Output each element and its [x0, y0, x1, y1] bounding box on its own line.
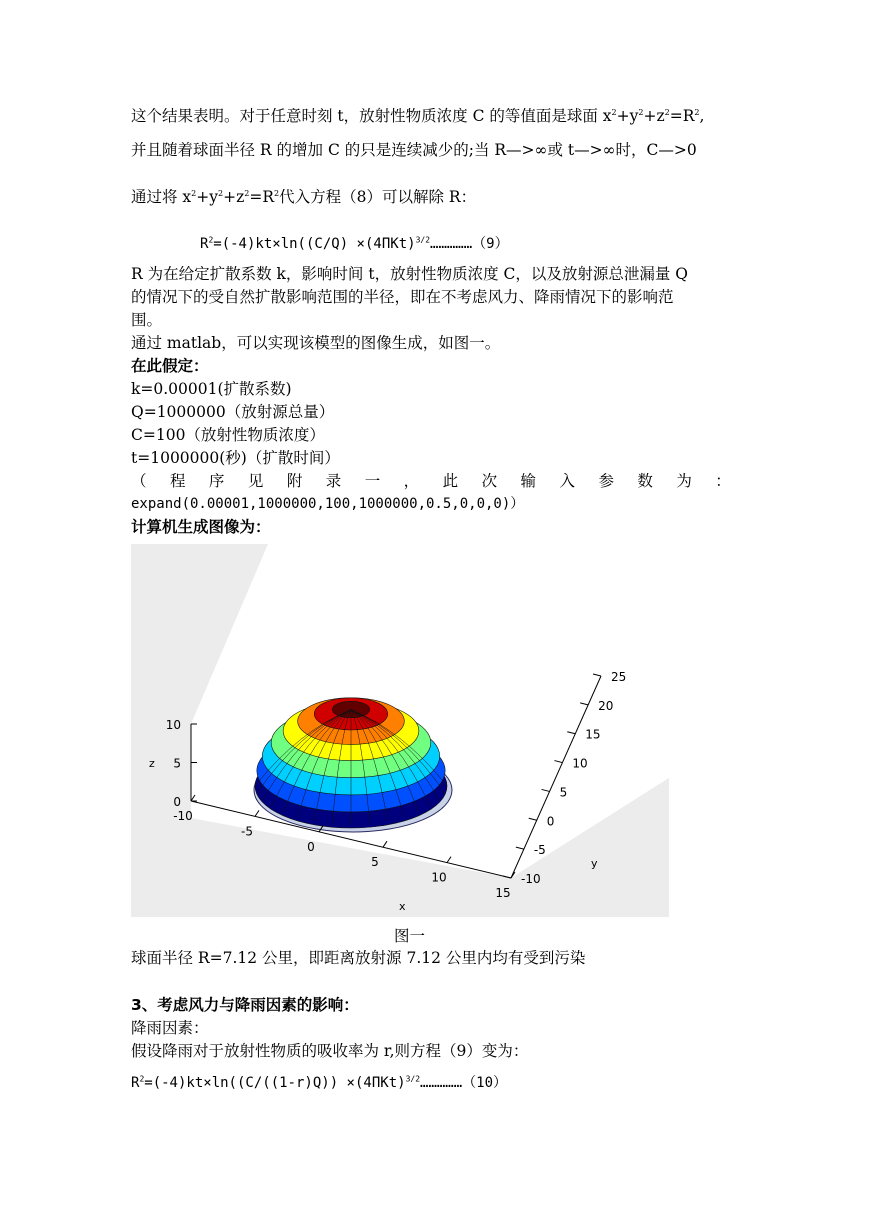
assume-heading: 在此假定：: [131, 357, 209, 375]
spread-char: 为: [676, 472, 692, 490]
spread-char: 输: [520, 472, 537, 490]
assume-item: t=1000000(秒)（扩散时间）: [131, 449, 340, 467]
x-tick-label: -5: [241, 824, 253, 839]
spread-char: 一: [364, 472, 381, 490]
z-tick-label: 5: [173, 756, 181, 771]
text-line-2: 并且随着球面半径 R 的增加 C 的只是连续减少的;当 R—>∞或 t—>∞时，C—>0: [131, 141, 697, 159]
spread-char: 数: [637, 472, 653, 490]
spread-char: 录: [325, 472, 342, 490]
program-note-line: [131, 470, 731, 492]
x-axis-label: x: [399, 900, 406, 913]
text-line-3: 通过将 $x^2+y^2+z^2=R^2$代入方程（8）可以解除 R：: [131, 188, 477, 206]
paragraph-line: R 为在给定扩散系数 k，影响时间 t，放射性物质浓度 C，以及放射源总泄漏量 Q: [131, 265, 688, 283]
y-axis-label: y: [591, 857, 598, 870]
y-tick-label: 20: [598, 698, 614, 713]
y-tick-label: -10: [521, 872, 541, 886]
spread-char: 此: [442, 472, 459, 490]
y-tick-label: 25: [611, 670, 627, 684]
figure-caption: 图一: [394, 927, 426, 945]
x-tick-label: 10: [431, 870, 447, 885]
spread-char: ：: [715, 472, 731, 490]
assume-item: Q=1000000（放射源总量）: [131, 403, 335, 421]
z-tick-label: 10: [165, 718, 181, 732]
paragraph-line: 的情况下的受自然扩散影响范围的半径，即在不考虑风力、降雨情况下的影响范: [131, 288, 674, 306]
rain-text: 假设降雨对于放射性物质的吸收率为 r,则方程（9）变为：: [131, 1042, 529, 1060]
paragraph-line: 围。: [131, 311, 163, 329]
y-tick-label: 0: [546, 814, 555, 829]
figure-intro: 计算机生成图像为：: [131, 518, 271, 536]
spread-char: （: [131, 472, 147, 490]
spread-char: 见: [247, 472, 264, 490]
equation-9: $R^2=(-4)kt\times\ln((C/Q)$ $\times(4\Pi Kt)^{3/2}\dots\dots\dots\dots\dots(9)$: [200, 235, 509, 252]
section-3-heading: 3、考虑风力与降雨因素的影响：: [131, 996, 359, 1014]
result-text: 球面半径 R=7.12 公里，即距离放射源 7.12 公里内均有受到污染: [131, 949, 586, 967]
paragraph-line: 通过 matlab，可以实现该模型的图像生成，如图一。: [131, 334, 501, 352]
assume-item: C=100（放射性物质浓度）: [131, 426, 325, 444]
x-tick-label: -10: [173, 809, 193, 823]
x-tick-label: 15: [495, 886, 511, 900]
spread-char: 序: [208, 472, 225, 490]
spread-char: ，: [403, 472, 420, 490]
y-tick-label: -5: [533, 843, 546, 858]
program-call: expand(0.00001,1000000,100,1000000,0.5,0,0,0)）: [131, 496, 525, 512]
equation-10: $R^2=(-4)kt\times\ln((C/((1-r)Q))$ $\times(4\Pi Kt)^{3/2}\dots\dots\dots\dots\dots(10)$: [131, 1074, 508, 1091]
z-axis-label: z: [149, 757, 155, 770]
y-tick-label: 10: [572, 756, 588, 771]
x-tick-label: 5: [371, 855, 379, 870]
rain-heading: 降雨因素：: [131, 1019, 209, 1037]
spread-char: 入: [559, 472, 575, 490]
spread-char: 附: [286, 472, 303, 490]
y-tick-label: 15: [585, 727, 601, 742]
text-line-1: 这个结果表明。对于任意时刻 t，放射性物质浓度 C 的等值面是球面 $x^2+y^2+z^2=R^2$,: [131, 107, 705, 125]
spread-char: 程: [169, 472, 186, 490]
spread-char: 次: [481, 472, 498, 490]
assume-item: k=0.00001(扩散系数): [131, 380, 292, 398]
surface-plot: [131, 544, 669, 917]
spread-char: 参: [598, 472, 614, 490]
x-tick-label: 0: [307, 839, 315, 854]
z-tick-label: 0: [173, 795, 181, 809]
y-tick-label: 5: [559, 785, 568, 800]
